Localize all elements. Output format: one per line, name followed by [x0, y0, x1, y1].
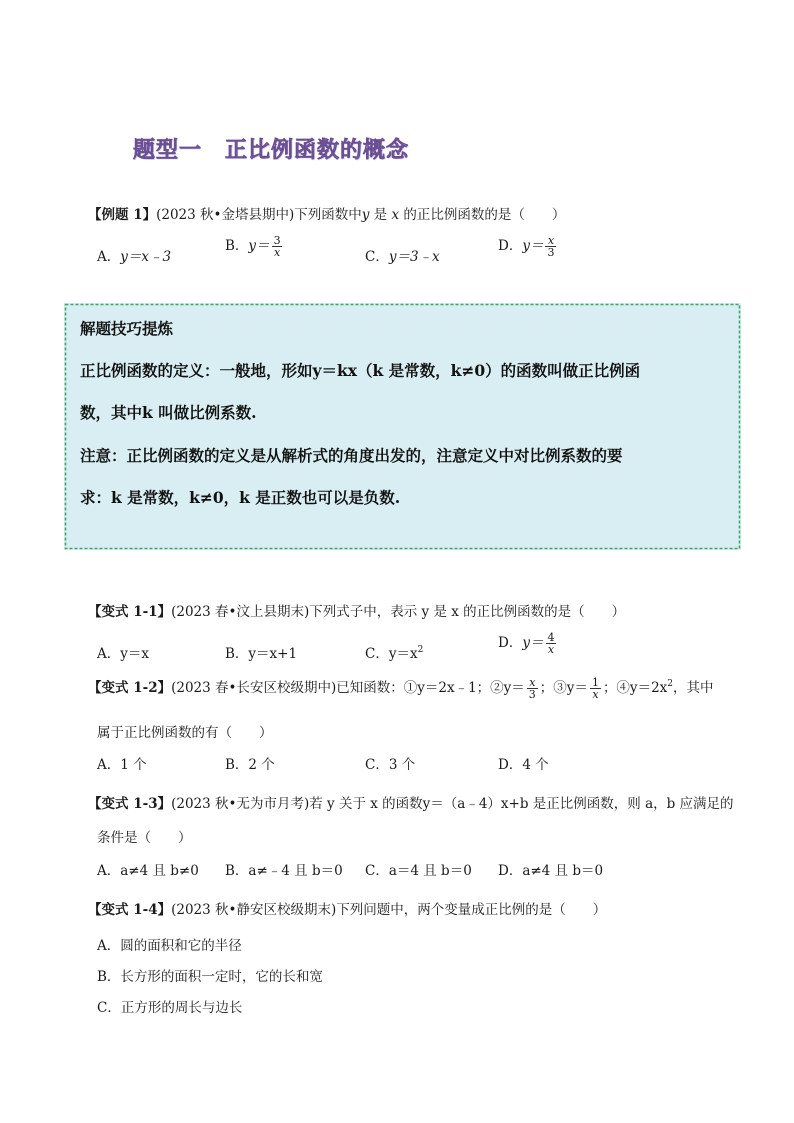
variant-1-2-option-b: B．2 个 [225, 757, 275, 773]
example-1-stem: 下列函数中 [294, 207, 362, 223]
variant-1-1-option-a: A．y＝x [97, 646, 149, 662]
page-title: 题型一 正比例函数的概念 [133, 138, 410, 163]
example-1-stem-mid: 是 [369, 207, 392, 223]
option-letter: D． [498, 635, 523, 651]
variant-1-2-option-a: A．1 个 [97, 757, 147, 773]
variant-1-4-option-a: A．圆的面积和它的半径 [97, 938, 242, 954]
variant-1-3-option-c: C．a＝4 且 b＝0 [365, 863, 472, 879]
variant-tag: 【变式 1-4】 [88, 902, 172, 918]
fraction-numerator: 4 [547, 631, 555, 644]
variant-1-2-option-c: C．3 个 [365, 757, 416, 773]
variant-1-3-option-a: A．a≠4 且 b≠0 [97, 863, 199, 879]
variant-stem: ；③y＝ [539, 680, 588, 696]
exponent: 2 [417, 645, 424, 655]
variant-source: (2023 秋•静安区校级期末) [171, 902, 337, 918]
variant-stem: 下列问题中，两个变量成正比例的是（ ） [336, 902, 607, 918]
variant-1-2-line-2: 属于正比例函数的有（ ） [97, 725, 273, 741]
dashed-border [64, 303, 741, 550]
option-expr: y＝x﹣3 [120, 249, 172, 265]
fraction-denominator: 3 [547, 246, 555, 259]
example-1-stem-end: 的正比例函数的是（ ） [399, 207, 566, 223]
example-1-option-a [97, 245, 171, 265]
fraction-denominator: x [547, 643, 555, 656]
variant-1-1-option-d [498, 631, 558, 655]
fraction-denominator: x [592, 688, 599, 701]
fraction [590, 677, 601, 700]
variant-tag: 【变式 1-3】 [88, 796, 172, 812]
variant-stem: ；④y＝2x [602, 680, 668, 696]
variant-1-4-option-b: B．长方形的面积一定时，它的长和宽 [97, 969, 323, 985]
variant-stem: 已知函数：①y＝2x﹣1；②y＝ [336, 680, 525, 696]
option-expr: y＝3﹣x [388, 249, 440, 265]
example-1-stem-x: x [391, 207, 400, 223]
fraction [545, 632, 556, 655]
variant-source: (2023 春•汶上县期末) [171, 604, 310, 620]
option-expr: y＝ [522, 238, 544, 254]
tips-line-1: 正比例函数的定义：一般地，形如y＝kx（k 是常数，k≠0）的函数叫做正比例函 [80, 361, 641, 380]
variant-1-1-option-b: B．y＝x+1 [225, 646, 298, 662]
variant-1-3-line-2: 条件是（ ） [97, 830, 192, 846]
example-1-source: (2023 秋•金塔县期中) [156, 207, 295, 223]
fraction [527, 677, 538, 700]
variant-stem: ，其中 [673, 680, 714, 696]
option-letter: D． [498, 238, 523, 254]
variant-1-3-option-d: D．a≠4 且 b＝0 [498, 863, 604, 879]
variant-source: (2023 秋•无为市月考) [171, 796, 310, 812]
fraction-numerator: x [547, 234, 555, 247]
fraction-numerator: 3 [273, 234, 281, 247]
variant-stem: 下列式子中，表示 y 是 x 的正比例函数的是（ ） [309, 604, 626, 620]
tips-line-3: 注意：正比例函数的定义是从解析式的角度出发的，注意定义中对比例系数的要 [80, 446, 623, 465]
variant-1-4-option-c: C．正方形的周长与边长 [97, 1000, 243, 1016]
variant-tag: 【变式 1-2】 [88, 680, 172, 696]
variant-1-4-question [88, 898, 606, 918]
fraction [545, 235, 556, 258]
example-1-tag: 【例题 1】 [88, 207, 157, 223]
option-letter: B． [225, 238, 249, 254]
example-1-option-c [365, 245, 440, 265]
tips-line-4: 求：k 是常数，k≠0，k 是正数也可以是负数. [80, 488, 401, 507]
example-1-stem-y: y [361, 207, 370, 223]
fraction-numerator: x [529, 676, 536, 689]
variant-1-2-option-d: D．4 个 [498, 757, 549, 773]
variant-source: (2023 春•长安区校级期中) [171, 680, 337, 696]
variant-tag: 【变式 1-1】 [88, 604, 172, 620]
option-expr: C．y＝x [365, 646, 418, 662]
option-expr: y＝ [522, 635, 544, 651]
option-letter: C． [365, 249, 389, 265]
example-1-option-b [225, 234, 285, 258]
variant-1-1-question [88, 600, 625, 620]
tips-heading: 解题技巧提炼 [80, 319, 174, 338]
option-letter: A． [97, 249, 121, 265]
exponent: 2 [667, 679, 674, 689]
fraction [272, 235, 283, 258]
option-expr: y＝ [248, 238, 270, 254]
example-1-question [88, 203, 565, 223]
example-1-option-d [498, 234, 558, 258]
fraction-denominator: x [273, 246, 281, 259]
variant-stem: 若 y 关于 x 的函数y＝（a﹣4）x+b 是正比例函数，则 a，b 应满足的 [309, 796, 734, 812]
variant-1-3-option-b: B．a≠﹣4 且 b＝0 [225, 863, 343, 879]
fraction-denominator: 3 [528, 688, 536, 701]
variant-1-1-option-c [365, 642, 423, 662]
variant-1-2-question [88, 676, 714, 700]
tips-line-2: 数，其中k 叫做比例系数. [80, 403, 257, 422]
tips-box [64, 303, 741, 550]
fraction-numerator: 1 [591, 676, 599, 689]
variant-1-3-question [88, 792, 734, 812]
